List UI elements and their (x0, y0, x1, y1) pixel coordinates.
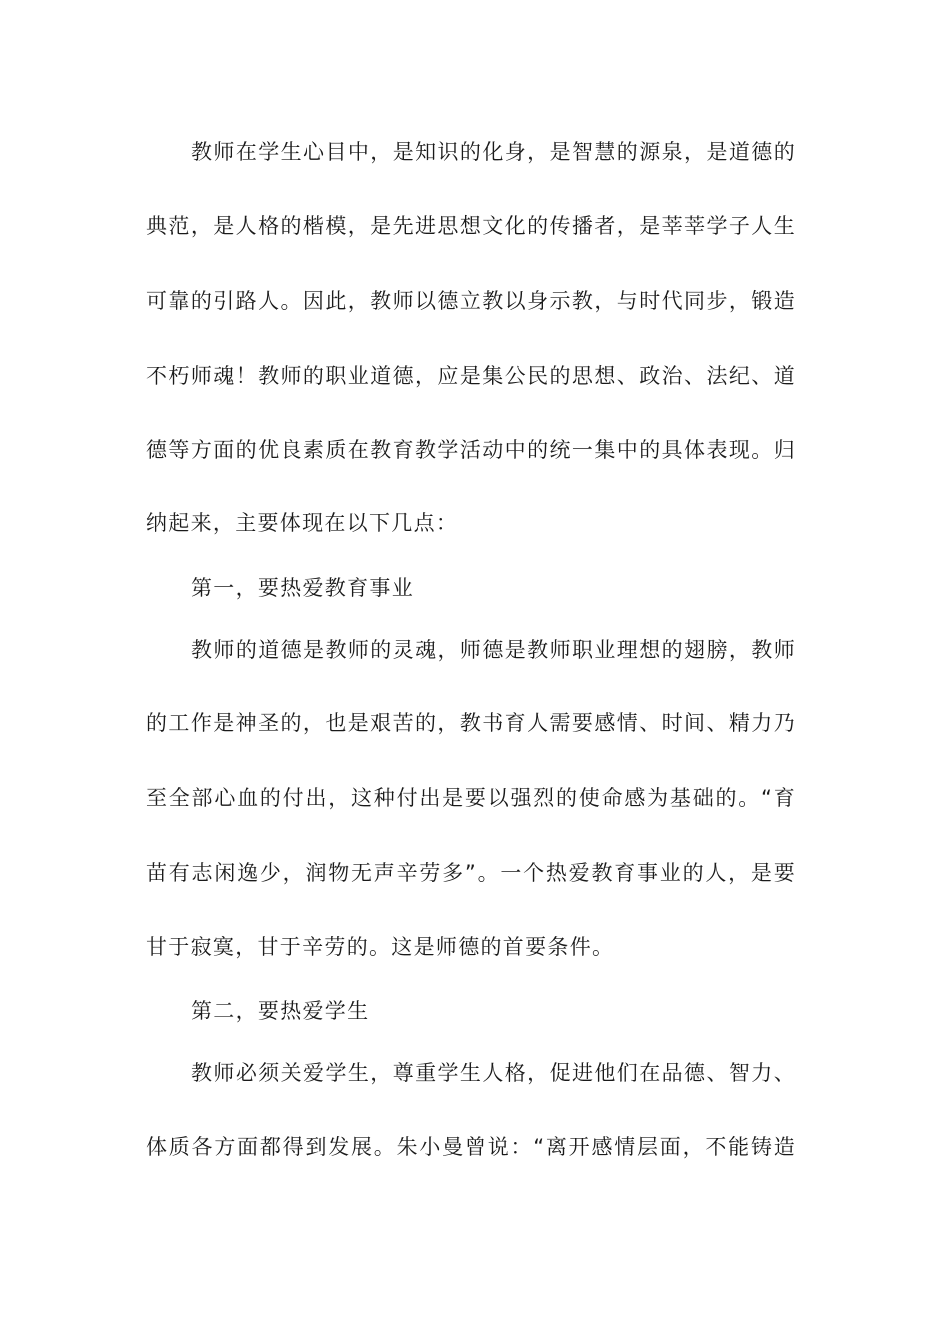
paragraph-1-line-1: 教师在学生心目中，是知识的化身，是智慧的源泉，是道德的 (191, 140, 796, 164)
paragraph-1-line-4: 不朽师魂！教师的职业道德，应是集公民的思想、政治、法纪、道 (146, 364, 796, 388)
paragraph-2-line-2: 的工作是神圣的，也是艰苦的，教书育人需要感情、时间、精力乃 (146, 711, 796, 735)
section-heading-1: 第一，要热爱教育事业 (191, 576, 414, 600)
paragraph-1-line-5: 德等方面的优良素质在教育教学活动中的统一集中的具体表现。归 (146, 438, 796, 462)
section-heading-2: 第二，要热爱学生 (191, 999, 370, 1023)
paragraph-2-line-3: 至全部心血的付出，这种付出是要以强烈的使命感为基础的。“育 (146, 786, 796, 810)
paragraph-1-line-3: 可靠的引路人。因此，教师以德立教以身示教，与时代同步，锻造 (146, 289, 796, 313)
paragraph-3-line-2: 体质各方面都得到发展。朱小曼曾说：“离开感情层面，不能铸造 (146, 1135, 796, 1159)
paragraph-1-line-6: 纳起来，主要体现在以下几点： (146, 511, 459, 535)
paragraph-2-line-1: 教师的道德是教师的灵魂，师德是教师职业理想的翅膀，教师 (191, 638, 796, 662)
paragraph-1-line-2: 典范，是人格的楷模，是先进思想文化的传播者，是莘莘学子人生 (146, 214, 796, 238)
paragraph-2-line-5: 甘于寂寞，甘于辛劳的。这是师德的首要条件。 (146, 935, 615, 959)
paragraph-2-line-4: 苗有志闲逸少，润物无声辛劳多”。一个热爱教育事业的人，是要 (146, 861, 796, 885)
paragraph-3-line-1: 教师必须关爱学生，尊重学生人格，促进他们在品德、智力、 (191, 1061, 796, 1085)
